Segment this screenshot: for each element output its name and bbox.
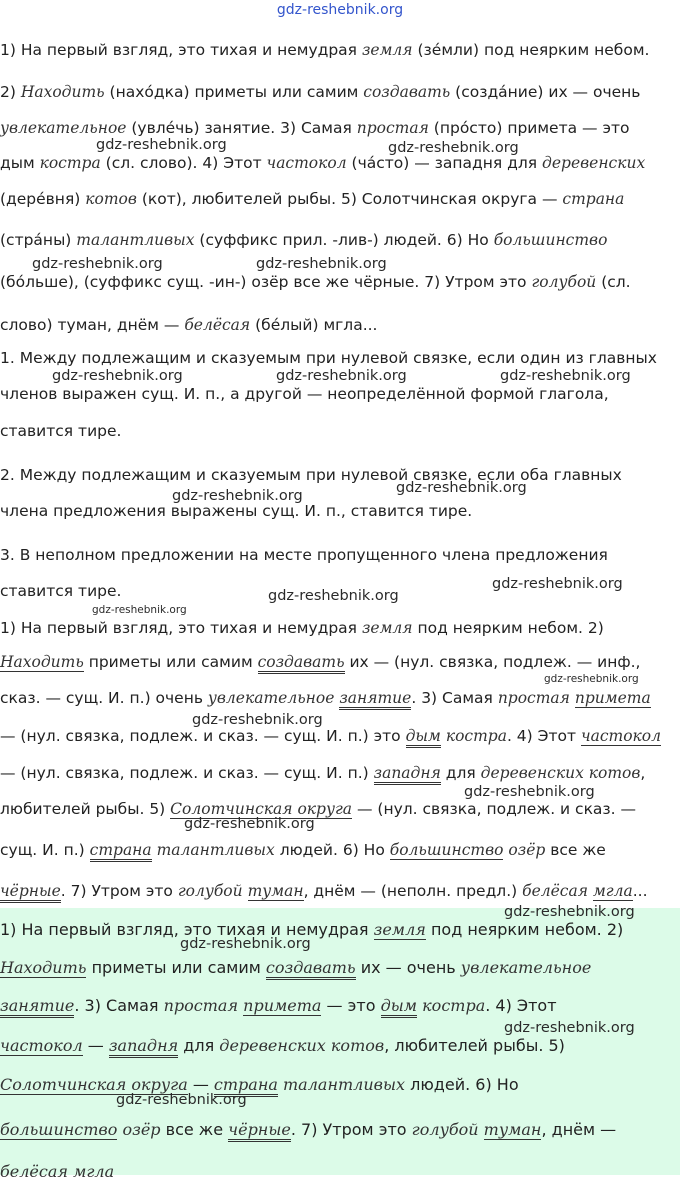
s1-line (0, 189, 624, 209)
watermark: gdz-reshebnik.org (388, 140, 519, 156)
handwritten-word: страна (90, 841, 152, 862)
handwritten-word: талантливых (283, 1075, 406, 1094)
handwritten-word: белёсая мгла (0, 1162, 115, 1181)
text-run: (кот), любителей рыбы. 5) Солотчинская округа — (136, 190, 563, 208)
text-run: 1) На первый взгляд, это тихая и немудрая (0, 920, 374, 939)
handwritten-word: деревенских (219, 1036, 326, 1055)
s3-line (0, 1036, 565, 1056)
s3-line (0, 920, 623, 940)
text-run: . 4) Этот (485, 996, 557, 1015)
text-run: любителей рыбы. 5) (0, 800, 171, 818)
text-run: . 4) Этот (506, 727, 581, 745)
text-run: слово) туман, днём — (0, 316, 185, 334)
text-run: — (нул. связка, подлеж. и сказ. — сущ. И. п.) это (0, 727, 406, 745)
handwritten-word: чёрные (228, 1120, 291, 1142)
handwritten-word: страна (562, 190, 625, 208)
text-run: , любителей рыбы. 5) (384, 1036, 565, 1055)
handwritten-word: деревенских (542, 154, 646, 172)
text-run: (зе́мли) под неярким небом. (412, 41, 650, 59)
text-run: приметы или самим (86, 958, 266, 977)
text-run: приметы или самим (83, 653, 258, 671)
handwritten-word: голубой (177, 882, 243, 900)
handwritten-word: создавать (363, 83, 451, 101)
text-run: под неярким небом. 2) (425, 920, 624, 939)
watermark: gdz-reshebnik.org (32, 256, 163, 272)
handwritten-word: Находить (20, 83, 105, 101)
s2-line (0, 881, 648, 901)
watermark: gdz-reshebnik.org (276, 368, 407, 384)
watermark: gdz-reshebnik.org (52, 368, 183, 384)
s2-line (0, 763, 645, 783)
text-run: . 7) Утром это (60, 882, 178, 900)
handwritten-word: земля (373, 920, 426, 939)
handwritten-word: Находить (0, 958, 87, 977)
text-run: (про́сто) примета — это (428, 119, 630, 137)
handwritten-word: страна (214, 1075, 278, 1097)
handwritten-word: западня (374, 764, 441, 785)
handwritten-word: костра (422, 996, 486, 1015)
handwritten-word: костра (445, 727, 507, 745)
s2-line (0, 652, 640, 672)
watermark: gdz-reshebnik.org (96, 137, 227, 153)
handwritten-word: талантливых (156, 841, 275, 859)
text-run: людей. 6) Но (274, 841, 390, 859)
handwritten-word: простая (163, 996, 239, 1015)
text-run: дым (0, 154, 40, 172)
watermark: gdz-reshebnik.org (172, 488, 303, 504)
text-run: сущ. И. п.) (0, 841, 90, 859)
rule-line: 2. Между подлежащим и сказуемым при нулевой связке, если оба главных (0, 466, 622, 484)
rule-line: ставится тире. (0, 422, 122, 440)
handwritten-word: котов (330, 1036, 385, 1055)
text-run: (сл. (596, 273, 631, 291)
watermark: gdz-reshebnik.org (256, 256, 387, 272)
handwritten-word: увлекательное (0, 119, 127, 137)
handwritten-word: туман (247, 882, 304, 900)
text-run: — (нул. связка, подлеж. и сказ. — сущ. И. п.) (0, 764, 374, 782)
handwritten-word: костра (39, 154, 101, 172)
s3-line (0, 958, 591, 978)
s3-line (0, 996, 557, 1016)
handwritten-word: белёсая (184, 316, 251, 334)
handwritten-word: Находить (0, 653, 84, 671)
handwritten-word: дым (406, 727, 441, 748)
text-run: их — (нул. связка, подлеж. — инф., (344, 653, 641, 671)
handwritten-word: котов (588, 764, 641, 782)
s1-line (0, 315, 378, 335)
text-run: (бе́лый) мгла... (250, 316, 378, 334)
s3-line (0, 1162, 114, 1182)
handwritten-word: частокол (0, 1036, 83, 1055)
handwritten-word: примета (243, 996, 322, 1015)
handwritten-word: Солотчинская округа (0, 1075, 188, 1094)
handwritten-word: увлекательное (207, 689, 335, 707)
text-run: сказ. — сущ. И. п.) очень (0, 689, 208, 707)
watermark: gdz-reshebnik.org (464, 784, 595, 800)
text-run: (суффикс прил. -лив-) людей. 6) Но (194, 231, 494, 249)
handwritten-word: большинство (389, 841, 504, 859)
watermark: gdz-reshebnik.org (92, 604, 187, 616)
handwritten-word: мгла (592, 882, 633, 900)
handwritten-word: белёсая (522, 882, 588, 900)
handwritten-word: голубой (411, 1120, 479, 1139)
text-run: их — очень (355, 958, 461, 977)
rule-line: члена предложения выражены сущ. И. п., ставится тире. (0, 502, 473, 520)
text-run: . 3) Самая (411, 689, 498, 707)
watermark: gdz-reshebnik.org (544, 673, 639, 685)
text-run: (бо́льше), (суффикс сущ. -ин-) озёр все же чёрные. 7) Утром это (0, 273, 532, 291)
s2-line (0, 618, 604, 638)
text-run: (стра́ны) (0, 231, 77, 249)
handwritten-word: западня (109, 1036, 178, 1058)
answer-block (0, 908, 680, 1181)
handwritten-word: большинство (0, 1120, 118, 1139)
text-run: людей. 6) Но (405, 1075, 519, 1094)
text-run: — (нул. связка, подлеж. и сказ. — (352, 800, 637, 818)
watermark: gdz-reshebnik.org (504, 1020, 635, 1036)
s3-line (0, 1075, 519, 1095)
rule-line: 1. Между подлежащим и сказуемым при нулевой связке, если один из главных (0, 349, 657, 367)
text-run: для (440, 764, 481, 782)
text-run: . 3) Самая (74, 996, 164, 1015)
handwritten-word: частокол (266, 154, 347, 172)
s1-line (0, 230, 607, 250)
handwritten-word: котов (85, 190, 137, 208)
handwritten-word: земля (361, 41, 413, 59)
text-run: , днём — (541, 1120, 617, 1139)
text-run: все же (160, 1120, 229, 1139)
s1-line (0, 40, 649, 60)
handwritten-word: простая (356, 119, 429, 137)
s1-line (0, 153, 645, 173)
text-run: все же (545, 841, 606, 859)
text-run: 2) (0, 83, 21, 101)
watermark: gdz-reshebnik.org (192, 712, 323, 728)
handwritten-word: земля (361, 619, 413, 637)
text-run (243, 882, 248, 900)
s2-line (0, 840, 606, 860)
watermark: gdz-reshebnik.org (268, 588, 399, 604)
handwritten-word: Солотчинская округа (170, 800, 353, 818)
text-run: (сл. слово). 4) Этот (100, 154, 267, 172)
text-run (479, 1120, 484, 1139)
site-header[interactable]: gdz-reshebnik.org (276, 2, 404, 18)
text-run: под неярким небом. 2) (412, 619, 604, 637)
s1-line (0, 118, 630, 138)
s3-line (0, 1120, 616, 1140)
watermark: gdz-reshebnik.org (500, 368, 631, 384)
handwritten-word: примета (574, 689, 651, 707)
handwritten-word: занятие (339, 689, 411, 710)
text-run: (дере́вня) (0, 190, 86, 208)
handwritten-word: голубой (531, 273, 597, 291)
text-run: для (178, 1036, 220, 1055)
text-run: . 7) Утром это (290, 1120, 412, 1139)
watermark: gdz-reshebnik.org (492, 576, 623, 592)
text-run: 1) На первый взгляд, это тихая и немудрая (0, 41, 362, 59)
text-run: (увле́чь) занятие. 3) Самая (126, 119, 357, 137)
text-run: , (640, 764, 646, 782)
handwritten-word: увлекательное (460, 958, 592, 977)
rule-line: членов выражен сущ. И. п., а другой — неопределённой формой глагола, (0, 385, 609, 403)
handwritten-word: большинство (493, 231, 608, 249)
watermark: gdz-reshebnik.org (504, 904, 635, 920)
handwritten-word: талантливых (76, 231, 195, 249)
handwritten-word: озёр (122, 1120, 161, 1139)
text-run: (нахо́дка) приметы или самим (104, 83, 364, 101)
text-run: , днём — (неполн. предл.) (303, 882, 523, 900)
handwritten-word: создавать (258, 653, 345, 674)
text-run: — (82, 1036, 109, 1055)
s1-line (0, 272, 631, 292)
text-run: — (187, 1075, 214, 1094)
s2-line (0, 688, 651, 708)
rule-line: 3. В неполном предложении на месте пропущенного члена предложения (0, 546, 608, 564)
text-run: — это (321, 996, 381, 1015)
rule-line: ставится тире. (0, 582, 122, 600)
handwritten-word: туман (483, 1120, 542, 1139)
s1-line (0, 82, 640, 102)
handwritten-word: занятие (0, 996, 74, 1018)
handwritten-word: создавать (266, 958, 356, 980)
s2-line (0, 799, 636, 819)
handwritten-word: частокол (580, 727, 661, 745)
watermark: gdz-reshebnik.org (116, 1092, 247, 1108)
watermark: gdz-reshebnik.org (396, 480, 527, 496)
handwritten-word: чёрные (0, 882, 61, 903)
text-run: ... (632, 882, 648, 900)
handwritten-word: озёр (508, 841, 546, 859)
text-run: (созда́ние) их — очень (450, 83, 641, 101)
text-run: (ча́сто) — западня для (346, 154, 543, 172)
watermark: gdz-reshebnik.org (184, 816, 315, 832)
watermark: gdz-reshebnik.org (180, 936, 311, 952)
handwritten-word: деревенских (480, 764, 584, 782)
text-run: 1) На первый взгляд, это тихая и немудрая (0, 619, 362, 637)
handwritten-word: дым (381, 996, 417, 1018)
s2-line (0, 726, 661, 746)
handwritten-word: простая (497, 689, 570, 707)
